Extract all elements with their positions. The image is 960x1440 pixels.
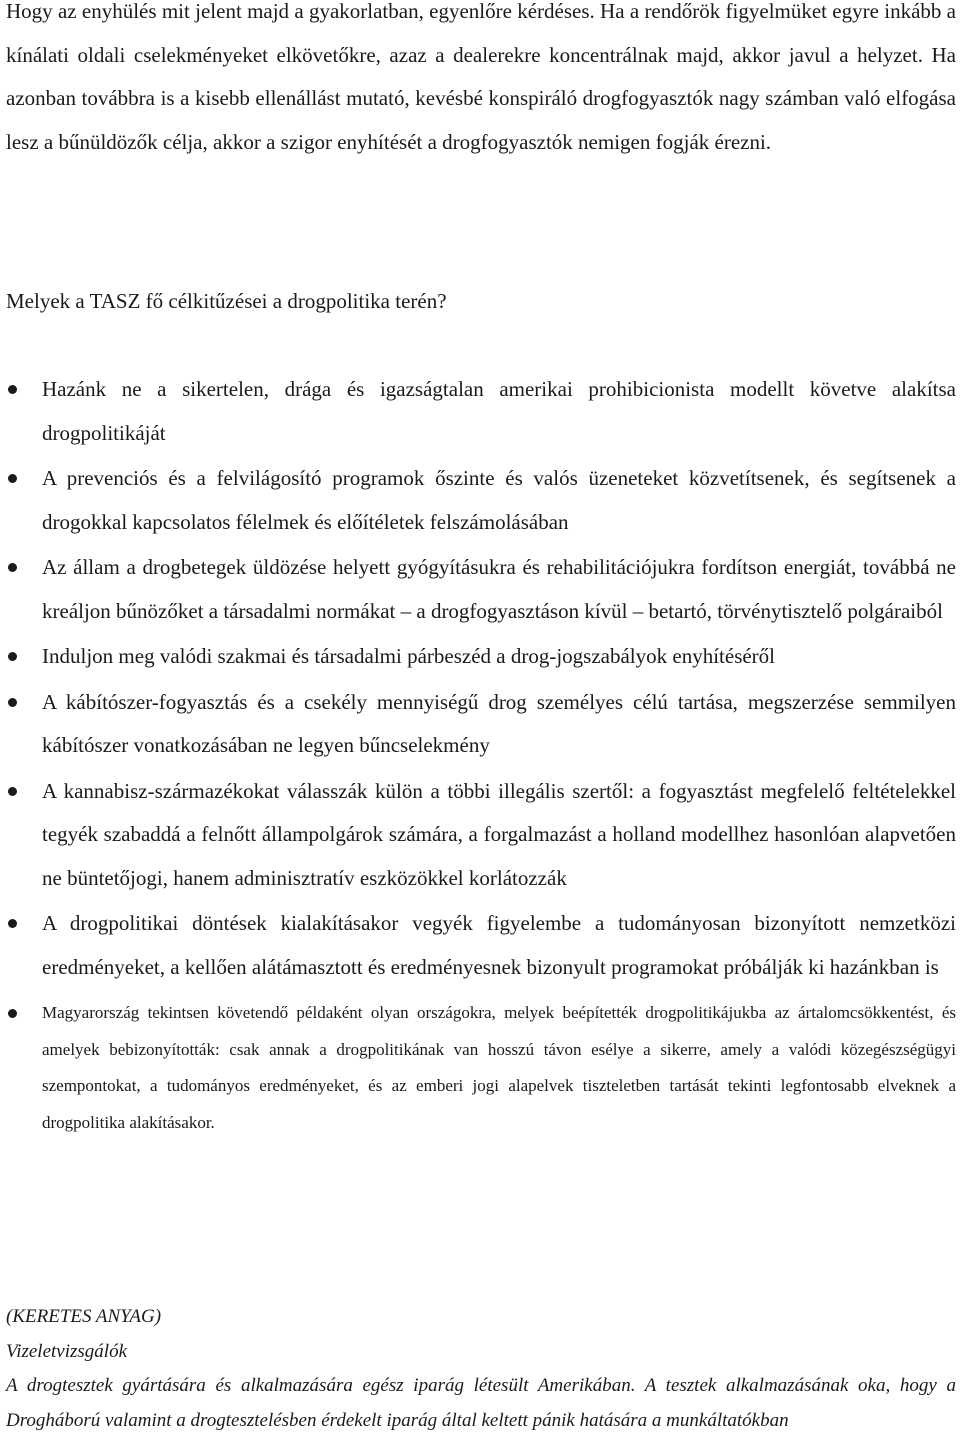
list-item-text: A prevenciós és a felvilágosító programok őszinte és valós üzeneteket közvetítsenek, és segítsenek a drogokkal kapcsolatos félelmek és előítéletek felszámolásában [42,466,956,534]
list-item [6,635,956,679]
bullet-icon [8,787,17,796]
bullet-icon [8,652,17,661]
boxed-title: Vizeletvizsgálók [6,1340,128,1362]
list-item-text: A kábítószer-fogyasztás és a csekély mennyiségű drog személyes célú tartása, megszerzése semmilyen kábítószer vonatkozásában ne legyen bűncselekmény [42,689,956,757]
list-item-text: Az állam a drogbetegek üldözése helyett gyógyításukra és rehabilitációjukra fordítson energiát, továbbá ne kreáljon bűnözőket a társadalmi normákat – a drogfogyasztáson kívül – betartó, törvénytisztelő polgáraiból [42,555,956,623]
list-item [6,995,956,1141]
list-item [6,902,956,989]
goals-list [6,368,956,1141]
list-item-text: Induljon meg valódi szakmai és társadalmi párbeszéd a drog-jogszabályok enyhítéséről [42,644,776,668]
list-item [6,546,956,633]
boxed-label: (KERETES ANYAG) [6,1306,162,1327]
list-item [6,681,956,768]
list-item-text: Hazánk ne a sikertelen, drága és igazságtalan amerikai prohibicionista modellt követve alakítsa drogpolitikáját [42,377,956,445]
bullet-icon [8,1009,17,1018]
section-heading: Melyek a TASZ fő célkitűzései a drogpolitika terén? [6,289,447,313]
bullet-icon [8,474,17,483]
intro-paragraph: Hogy az enyhülés mit jelent majd a gyakorlatban, egyenlőre kérdéses. Ha a rendőrök figyelmüket egyre inkább a kínálati oldali cselekményeket elkövetőkre, azaz a dealerekre koncentrálnak majd, akkor javul a helyzet. Ha azonban továbbra is a kisebb ellenállást mutató, kevésbé konspiráló drogfogyasztók nagy számban való elfogása lesz a bűnüldözők célja, akkor a szigor enyhítését a drogfogyasztók nemigen fogják érezni. [6,0,956,154]
bullet-icon [8,919,17,928]
bullet-icon [8,563,17,572]
list-item [6,368,956,455]
boxed-material [6,1300,956,1438]
list-item [6,770,956,901]
bullet-icon [8,698,17,707]
boxed-text: A drogtesztek gyártására és alkalmazására egész iparág létesült Amerikában. A tesztek alkalmazásának oka, hogy a Drogháború valamint a drogtesztelésben érdekelt iparág által keltett pánik hatására a munkáltatókban [6,1375,956,1431]
bullet-icon [8,385,17,394]
list-item-text: A kannabisz-származékokat válasszák külön a többi illegális szertől: a fogyasztást megfelelő feltételekkel tegyék szabaddá a felnőtt állampolgárok számára, a forgalmazást a holland modellhez hasonlóan alapvetően ne büntetőjogi, hanem adminisztratív eszközökkel korlátozzák [42,778,956,890]
list-item-text: A drogpolitikai döntések kialakításakor vegyék figyelembe a tudományosan bizonyított nemzetközi eredményeket, a kellően alátámasztott és eredményesnek bizonyult programokat próbálják ki hazánkban is [42,911,956,979]
list-item-text: Magyarország tekintsen követendő példaként olyan országokra, melyek beépítették drogpolitikájukba az ártalomcsökkentést, és amelyek bebizonyították: csak annak a drogpolitikának van hosszú távon esélye a sikerre, amely a valódi közegészségügyi szempontokat, a tudományos eredményeket, és az emberi jogi alapelvek tiszteletben tartását tekinti legfontosabb elveknek a drogpolitika alakításakor. [42,1003,956,1132]
list-item [6,457,956,544]
